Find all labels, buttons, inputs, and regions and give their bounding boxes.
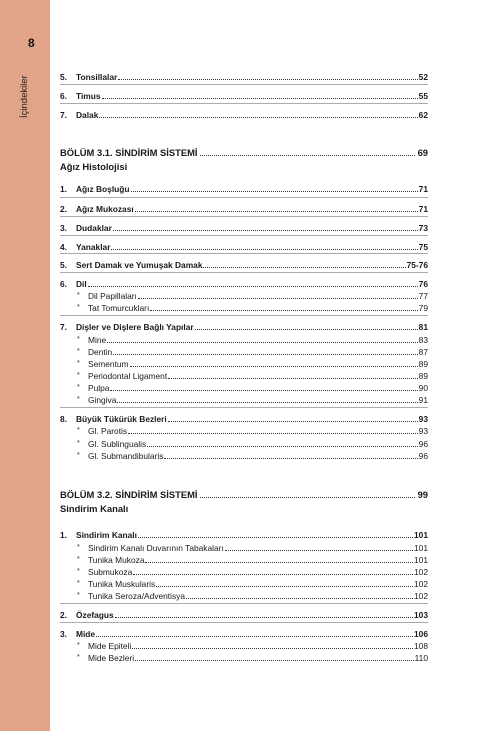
entry-title: Tunika Mukoza: [88, 555, 145, 565]
entry-title: Dişler ve Dişlere Bağlı Yapılar: [76, 322, 194, 332]
toc-entry[interactable]: [60, 182, 428, 194]
toc-entry[interactable]: [60, 240, 428, 252]
entry-page: 76: [418, 279, 428, 289]
leader-dots: [131, 190, 418, 192]
entry-title: Timus: [76, 91, 101, 101]
entry-number: 2.: [60, 610, 67, 620]
entry-title: Mine: [88, 335, 107, 345]
entry-title: Gingiva: [88, 395, 117, 405]
entry-title: Gl. Submandibularis: [88, 451, 164, 461]
entry-title: Mide: [76, 629, 96, 639]
chapter-subtitle: Sindirim Kanalı: [60, 503, 129, 514]
divider: [60, 84, 428, 85]
entry-title: Dalak: [76, 110, 99, 120]
entry-page: 93: [418, 426, 428, 436]
entry-title: Sindirim Kanalı Duvarının Tabakaları: [88, 543, 224, 553]
side-band: [0, 0, 50, 731]
entry-title: Tat Tomurcukları: [88, 303, 150, 313]
leader-dots: [164, 457, 417, 459]
entry-page: 73: [418, 223, 428, 233]
bullet-icon: *: [77, 452, 80, 459]
entry-number: 8.: [60, 414, 67, 424]
leader-dots: [111, 248, 417, 250]
entry-title: Sindirim Kanalı: [76, 530, 137, 540]
divider: [60, 253, 428, 254]
toc-subentry[interactable]: [60, 565, 428, 577]
entry-page: 102: [414, 591, 428, 601]
entry-title: Dil Papillaları: [88, 291, 137, 301]
page-number: 8: [28, 36, 35, 50]
bullet-icon: *: [77, 304, 80, 311]
chapter-subtitle: Ağız Histolojisi: [60, 161, 128, 172]
entry-number: 2.: [60, 204, 67, 214]
entry-page: 102: [414, 579, 428, 589]
entry-title: Submukoza: [88, 567, 133, 577]
entry-page: 55: [418, 91, 428, 101]
leader-dots: [150, 309, 417, 311]
entry-number: 3.: [60, 223, 67, 233]
toc-entry[interactable]: [60, 258, 428, 270]
entry-title: Ağız Mukozası: [76, 204, 134, 214]
entry-page: 75: [418, 242, 428, 252]
toc-entry[interactable]: [60, 627, 428, 639]
entry-title: Pulpa: [88, 383, 110, 393]
leader-dots: [130, 365, 418, 367]
divider: [60, 235, 428, 236]
entry-page: 83: [418, 335, 428, 345]
toc-subentry[interactable]: [60, 289, 428, 301]
toc-entry[interactable]: [60, 108, 428, 120]
toc-entry[interactable]: [60, 528, 428, 540]
entry-page: 101: [414, 530, 428, 540]
leader-dots: [200, 497, 415, 498]
leader-dots: [138, 297, 418, 299]
chapter-label: BÖLÜM 3.2. SİNDİRİM SİSTEMİ: [60, 489, 198, 500]
toc-entry[interactable]: [60, 277, 428, 289]
entry-number: 1.: [60, 530, 67, 540]
leader-dots: [156, 585, 413, 587]
entry-title: Gl. Parotis: [88, 426, 128, 436]
leader-dots: [88, 285, 418, 287]
divider: [60, 197, 428, 198]
entry-number: 6.: [60, 279, 67, 289]
toc-subentry[interactable]: [60, 437, 428, 449]
toc-subentry[interactable]: [60, 577, 428, 589]
entry-number: 5.: [60, 72, 67, 82]
bullet-icon: *: [77, 544, 80, 551]
toc-entry[interactable]: [60, 221, 428, 233]
entry-page: 93: [418, 414, 428, 424]
entry-number: 6.: [60, 91, 67, 101]
bullet-icon: *: [77, 336, 80, 343]
entry-page: 71: [418, 184, 428, 194]
entry-page: 108: [414, 641, 428, 651]
bullet-icon: *: [77, 440, 80, 447]
toc-subentry[interactable]: [60, 369, 428, 381]
chapter-heading: [60, 146, 428, 172]
entry-title: Tunika Muskularis: [88, 579, 156, 589]
toc-subentry[interactable]: [60, 301, 428, 313]
entry-page: 101: [414, 555, 428, 565]
entry-page: 87: [418, 347, 428, 357]
bullet-icon: *: [77, 384, 80, 391]
entry-page: 90: [418, 383, 428, 393]
entry-page: 106: [414, 629, 428, 639]
toc-entry[interactable]: [60, 89, 428, 101]
chapter-label: BÖLÜM 3.1. SİNDİRİM SİSTEMİ: [60, 147, 198, 158]
divider: [60, 103, 428, 104]
leader-dots: [200, 155, 415, 156]
leader-dots: [118, 78, 417, 80]
bullet-icon: *: [77, 580, 80, 587]
leader-dots: [186, 597, 413, 599]
toc-entry[interactable]: [60, 412, 428, 424]
leader-dots: [115, 616, 413, 618]
chapter-page: 69: [417, 147, 428, 158]
divider: [60, 315, 428, 316]
entry-page: 91: [418, 395, 428, 405]
entry-page: 96: [418, 451, 428, 461]
entry-page: 75-76: [406, 260, 428, 270]
entry-page: 77: [418, 291, 428, 301]
toc-subentry[interactable]: [60, 651, 428, 663]
leader-dots: [225, 549, 413, 551]
entry-title: Yanaklar: [76, 242, 111, 252]
toc-entry[interactable]: [60, 202, 428, 214]
leader-dots: [113, 229, 418, 231]
entry-page: 101: [414, 543, 428, 553]
bullet-icon: *: [77, 556, 80, 563]
chapter-heading: [60, 488, 428, 514]
leader-dots: [168, 377, 418, 379]
leader-dots: [168, 420, 418, 422]
bullet-icon: *: [77, 592, 80, 599]
leader-dots: [133, 573, 413, 575]
bullet-icon: *: [77, 654, 80, 661]
divider: [60, 272, 428, 273]
entry-number: 7.: [60, 110, 67, 120]
entry-title: Tunika Seroza/Adventisya: [88, 591, 185, 601]
entry-number: 4.: [60, 242, 67, 252]
entry-title: Sementum: [88, 359, 129, 369]
entry-page: 102: [414, 567, 428, 577]
bullet-icon: *: [77, 642, 80, 649]
entry-number: 1.: [60, 184, 67, 194]
toc-subentry[interactable]: [60, 357, 428, 369]
entry-page: 96: [418, 439, 428, 449]
entry-page: 71: [418, 204, 428, 214]
entry-title: Özefagus: [76, 610, 114, 620]
leader-dots: [128, 432, 418, 434]
entry-title: Tonsillalar: [76, 72, 118, 82]
leader-dots: [135, 659, 414, 661]
divider: [60, 603, 428, 604]
leader-dots: [147, 445, 417, 447]
chapter-page: 99: [417, 489, 428, 500]
leader-dots: [117, 401, 417, 403]
entry-title: Mide Bezleri: [88, 653, 135, 663]
bullet-icon: *: [77, 427, 80, 434]
leader-dots: [96, 635, 413, 637]
entry-title: Periodontal Ligament: [88, 371, 168, 381]
entry-title: Ağız Boşluğu: [76, 184, 130, 194]
leader-dots: [110, 389, 417, 391]
entry-title: Mide Epiteli: [88, 641, 132, 651]
leader-dots: [132, 647, 413, 649]
bullet-icon: *: [77, 568, 80, 575]
toc-subentry[interactable]: [60, 424, 428, 436]
entry-page: 89: [418, 359, 428, 369]
entry-title: Dil: [76, 279, 87, 289]
toc-entry[interactable]: [60, 608, 428, 620]
entry-title: Dentin: [88, 347, 113, 357]
entry-number: 7.: [60, 322, 67, 332]
leader-dots: [138, 536, 413, 538]
toc-subentry[interactable]: [60, 345, 428, 357]
leader-dots: [203, 266, 405, 268]
entry-number: 3.: [60, 629, 67, 639]
toc-subentry[interactable]: [60, 589, 428, 601]
toc-subentry[interactable]: [60, 541, 428, 553]
entry-page: 81: [418, 322, 428, 332]
entry-page: 89: [418, 371, 428, 381]
bullet-icon: *: [77, 360, 80, 367]
entry-title: Büyük Tükürük Bezleri: [76, 414, 167, 424]
toc-subentry[interactable]: [60, 639, 428, 651]
toc-subentry[interactable]: [60, 449, 428, 461]
entry-page: 52: [418, 72, 428, 82]
leader-dots: [107, 341, 418, 343]
toc-subentry[interactable]: [60, 333, 428, 345]
leader-dots: [102, 97, 418, 99]
entry-title: Dudaklar: [76, 223, 112, 233]
toc-entry[interactable]: [60, 320, 428, 332]
toc-entry[interactable]: [60, 70, 428, 82]
entry-title: Sert Damak ve Yumuşak Damak: [76, 260, 203, 270]
leader-dots: [145, 561, 413, 563]
entry-page: 79: [418, 303, 428, 313]
toc-subentry[interactable]: [60, 381, 428, 393]
bullet-icon: *: [77, 292, 80, 299]
bullet-icon: *: [77, 348, 80, 355]
divider: [60, 622, 428, 623]
divider: [60, 407, 428, 408]
entry-number: 5.: [60, 260, 67, 270]
toc-subentry[interactable]: [60, 393, 428, 405]
entry-title: Gl. Sublingualis: [88, 439, 147, 449]
leader-dots: [99, 116, 417, 118]
bullet-icon: *: [77, 372, 80, 379]
bullet-icon: *: [77, 396, 80, 403]
leader-dots: [195, 328, 418, 330]
leader-dots: [113, 353, 417, 355]
entry-page: 103: [414, 610, 428, 620]
toc-subentry[interactable]: [60, 553, 428, 565]
running-head: İçindekiler: [19, 75, 30, 118]
entry-page: 62: [418, 110, 428, 120]
entry-page: 110: [414, 653, 428, 663]
leader-dots: [135, 210, 418, 212]
divider: [60, 216, 428, 217]
